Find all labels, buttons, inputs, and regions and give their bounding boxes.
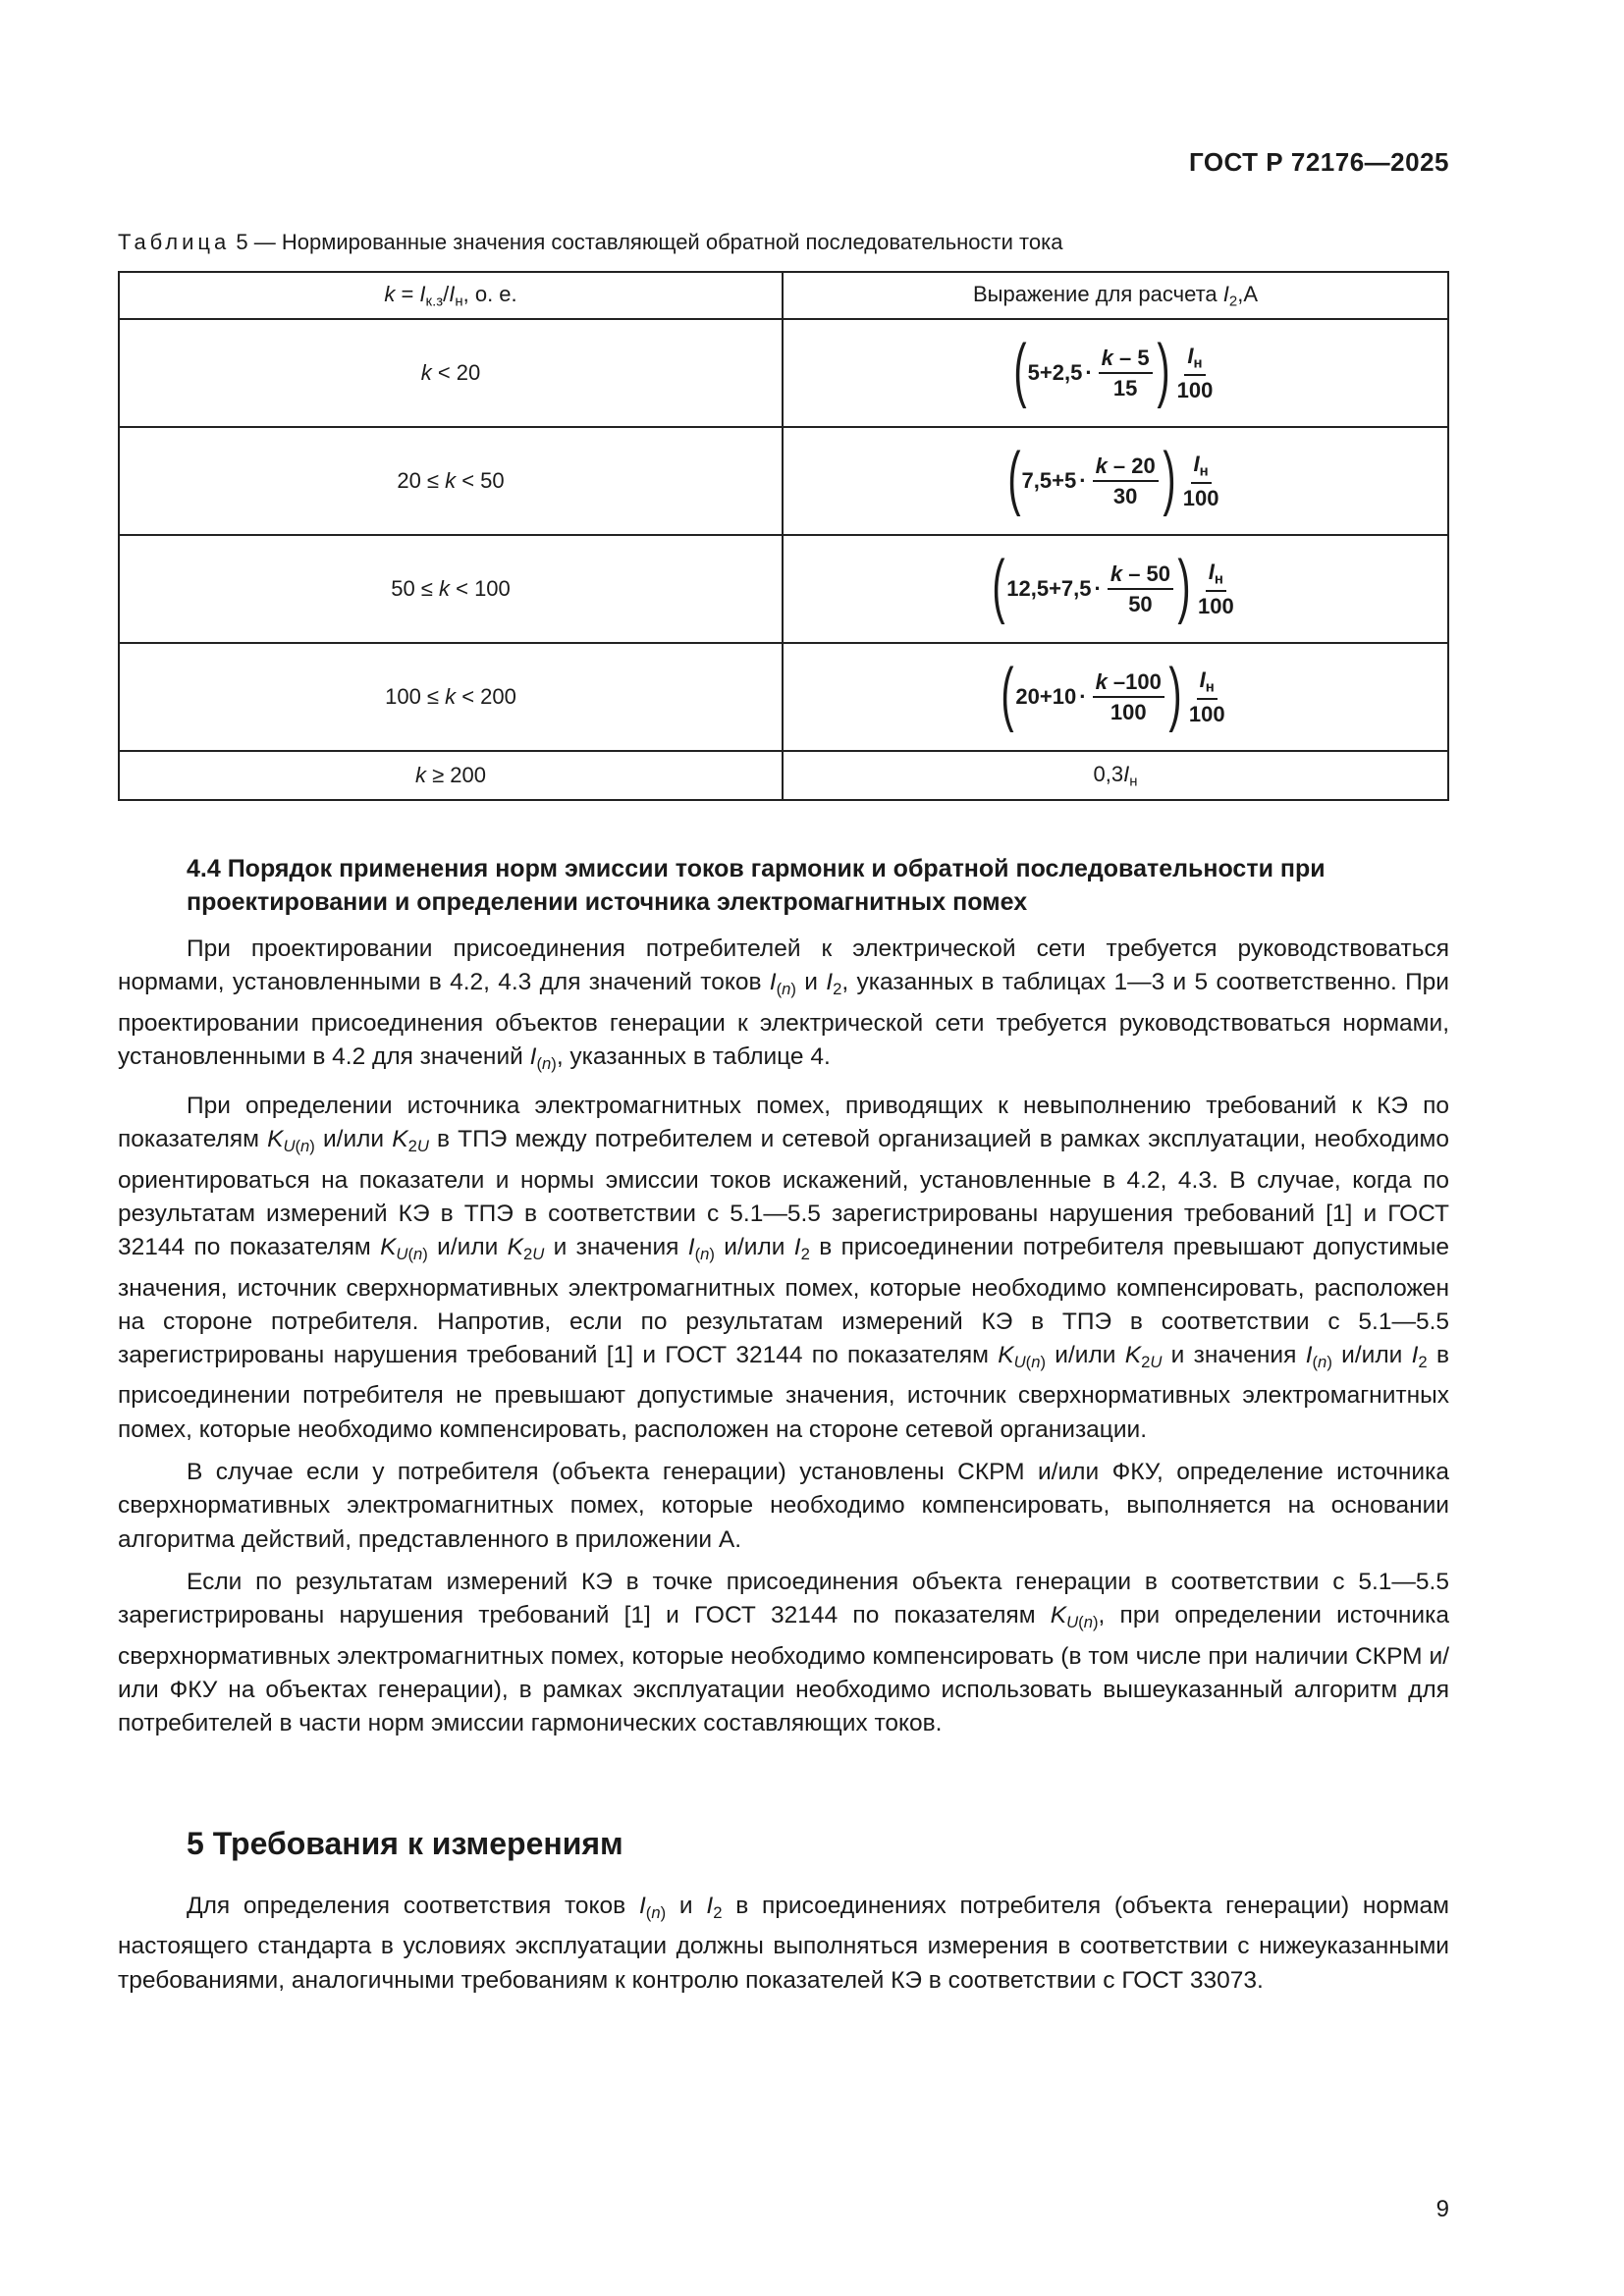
formula: ( 5 + 2,5 · $\frac{k - 5}{15}$ ) $\frac{I_н}{100}$: [1013, 331, 1214, 409]
range-cell: 50 ≤ k < 100: [119, 535, 783, 643]
norm-table: [118, 271, 1449, 801]
table-row: [119, 751, 1448, 800]
table-header-row: [119, 272, 1448, 319]
col2-header: Выражение для расчета $I_2,A$: [783, 272, 1448, 319]
paragraph: Для определения соответствия токов $I_{(n)}$ и $I_2$ в присоединениях потребителя (объекта генерации) нормам настоящего стандарта в условиях эксплуатации должны выполняться измерения в соответствии с нижеуказанными требованиями, аналогичными требованиям к контролю показателей КЭ в соответствии с ГОСТ 33073.: [118, 1893, 1449, 1994]
page-number: 9: [1435, 2196, 1449, 2222]
table-caption-text: 5 — Нормированные значения составляющей обратной последовательности тока: [230, 230, 1063, 254]
table-row: [119, 427, 1448, 535]
formula-cell: [783, 427, 1448, 535]
table-caption-prefix: Таблица: [118, 230, 231, 254]
table-row: [119, 319, 1448, 427]
range-cell: 100 ≤ k < 200: [119, 643, 783, 751]
formula-cell: [783, 535, 1448, 643]
col1-header: $k = I_{к.з}/I_н$, о. е.: [119, 272, 783, 319]
formula: ( 20 + 10 · $\frac{k -100}{100}$ ) $\frac{I_н}{100}$: [1001, 655, 1225, 733]
paragraph: Если по результатам измерений КЭ в точке присоединения объекта генерации в соответствии с 5.1—5.5 зарегистрированы нарушения требований [1] и ГОСТ 32144 по показателям $K_{U(n)}$, при определении источника сверхнормативных электромагнитных помех, которые необходимо компенсировать (в том числе при наличии СКРМ и/или ФКУ на объектах генерации), в рамках эксплуатации необходимо использовать вышеуказанный алгоритм для потребителей в части норм эмиссии гармонических составляющих токов.: [118, 1568, 1449, 1737]
paragraph: В случае если у потребителя (объекта генерации) установлены СКРМ и/или ФКУ, определение источника сверхнормативных электромагнитных помех, которые необходимо компенсировать, выполняется на основании алгоритма действий, представленного в приложении А.: [118, 1459, 1449, 1553]
table-row: [119, 535, 1448, 643]
section-4-4-body: [118, 933, 1449, 1749]
table-caption: [118, 230, 1062, 255]
formula-cell: [783, 319, 1448, 427]
range-cell: k ≥ 200: [119, 751, 783, 800]
section-5-body: [118, 1890, 1449, 2006]
section-4-4-title: 4.4 Порядок применения норм эмиссии токов гармоник и обратной последовательности при проектировании и определении источника электромагнитных помех: [187, 855, 1326, 916]
formula: ( 12,5 + 7,5 · $\frac{k - 50}{50}$ ) $\frac{I_н}{100}$: [992, 547, 1234, 625]
paragraph: При проектировании присоединения потребителей к электрической сети требуется руководствоваться нормами, установленными в 4.2, 4.3 для значений токов $I_{(n)}$ и $I_2$, указанных в таблицах 1—3 и 5 соответственно. При проектировании присоединения объектов генерации к электрической сети требуется руководствоваться нормами, установленными в 4.2 для значений $I_{(n)}$, указанных в таблице 4.: [118, 935, 1449, 1073]
range-cell: 20 ≤ k < 50: [119, 427, 783, 535]
range-cell: k < 20: [119, 319, 783, 427]
value-cell: $0,3I_н$: [783, 751, 1448, 800]
paragraph: При определении источника электромагнитных помех, приводящих к невыполнению требований к КЭ по показателям $K_{U(n)}$ и/или $K_{2U}$ в ТПЭ между потребителем и сетевой организацией в рамках эксплуатации, необходимо ориентироваться на показатели и нормы эмиссии токов искажений, установленные в 4.2, 4.3. В случае, когда по результатам измерений КЭ в ТПЭ в соответствии с 5.1—5.5 зарегистрированы нарушения требований [1] и ГОСТ 32144 по показателям $K_{U(n)}$ и/или $K_{2U}$ и значения $I_{(n)}$ и/или $I_2$ в присоединении потребителя превышают допустимые значения, источник сверхнормативных электромагнитных помех, которые необходимо компенсировать, расположен на стороне потребителя. Напротив, если по результатам измерений КЭ в ТПЭ в соответствии с 5.1—5.5 зарегистрированы нарушения требований [1] и ГОСТ 32144 по показателям $K_{U(n)}$ и/или $K_{2U}$ и значения $I_{(n)}$ и/или $I_2$ в присоединении потребителя не превышают допустимые значения, источник сверхнормативных электромагнитных помех, которые необходимо компенсировать, расположен на стороне сетевой организации.: [118, 1093, 1449, 1443]
table-row: [119, 643, 1448, 751]
section-5-title: 5 Требования к измерениям: [187, 1826, 623, 1861]
standard-number: ГОСТ Р 72176—2025: [1188, 147, 1449, 177]
formula: ( 7,5 + 5 · $\frac{k - 20}{30}$ ) $\frac{I_н}{100}$: [1006, 439, 1219, 517]
formula-cell: [783, 643, 1448, 751]
